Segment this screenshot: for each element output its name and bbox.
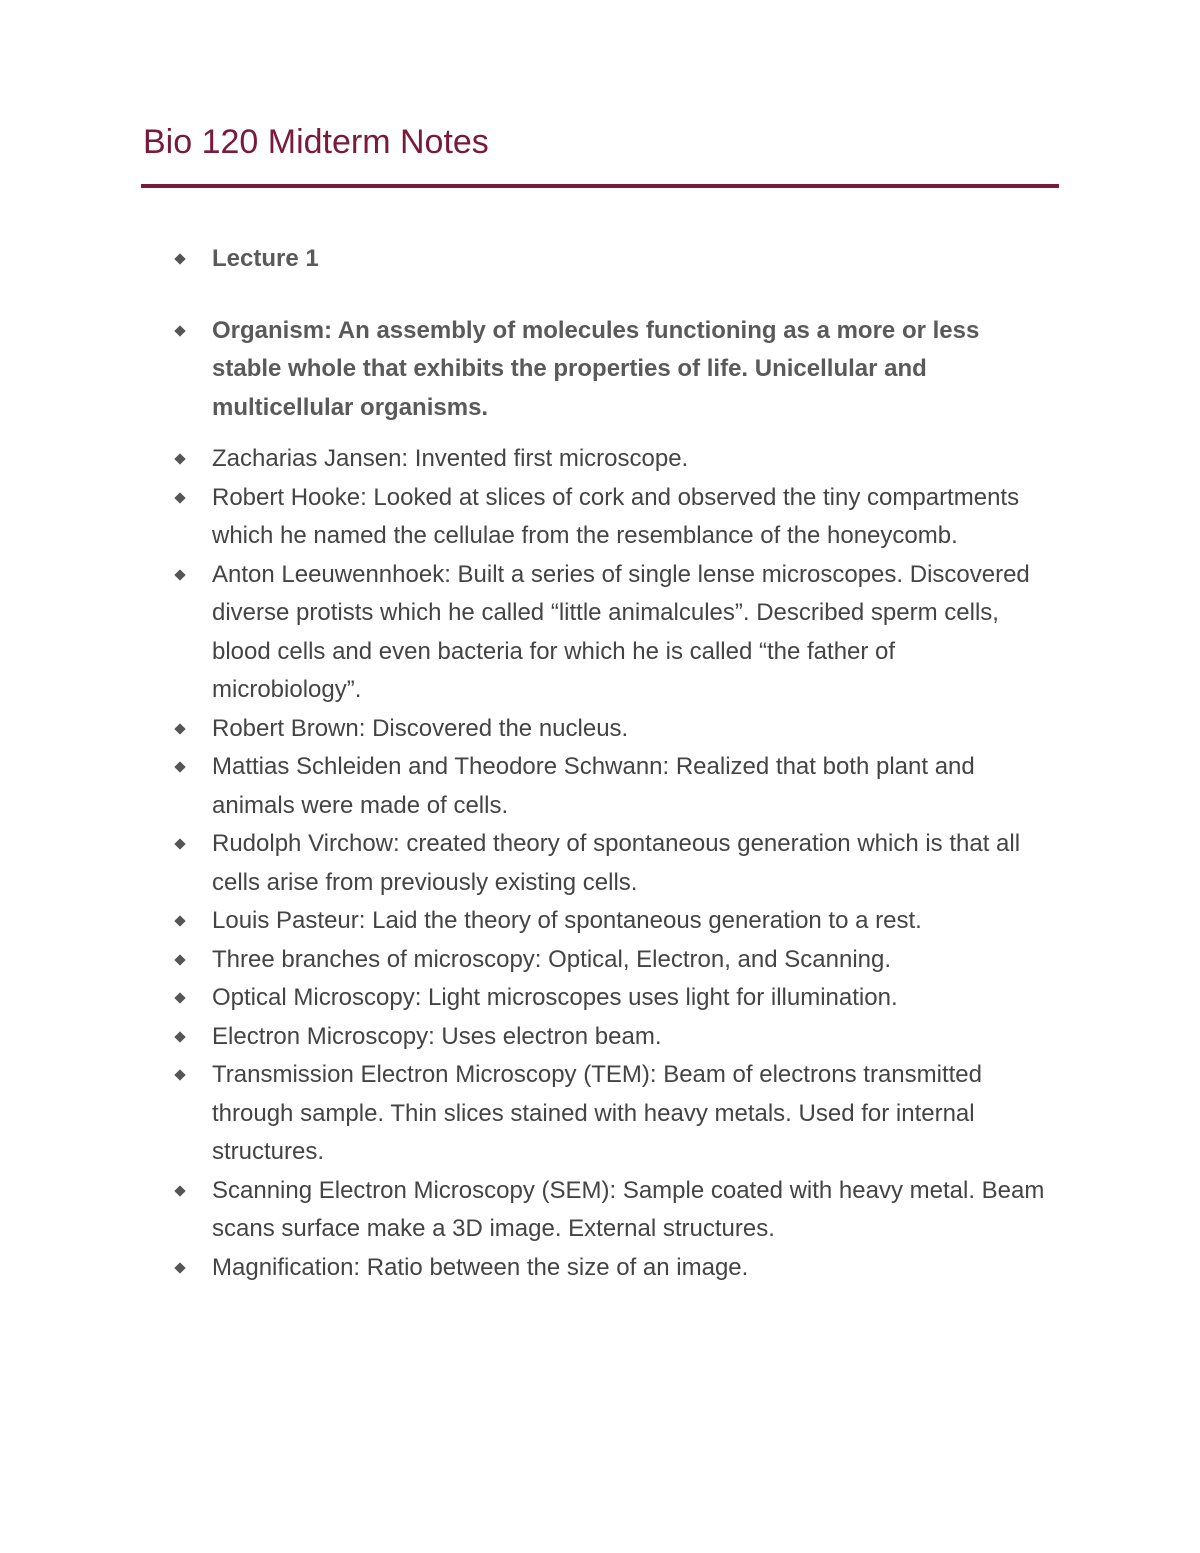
list-item-text: Robert Hooke: Looked at slices of cork and observed the tiny compartments which he named the cellulae from the resemblance of the honeycomb. xyxy=(212,483,1020,549)
diamond-bullet-icon xyxy=(174,992,185,1003)
list-item-text: Magnification: Ratio between the size of an image. xyxy=(212,1253,749,1281)
list-item xyxy=(170,979,1050,1018)
list-item xyxy=(170,479,1050,556)
list-item xyxy=(170,1249,1050,1288)
diamond-bullet-icon xyxy=(174,453,185,464)
list-item-text: Rudolph Virchow: created theory of spontaneous generation which is that all cells arise from previously existing cells. xyxy=(212,830,1021,896)
diamond-bullet-icon xyxy=(174,838,185,849)
list-item-text: Louis Pasteur: Laid the theory of spontaneous generation to a rest. xyxy=(212,907,922,934)
list-item xyxy=(170,710,1050,749)
list-item xyxy=(170,240,1050,279)
diamond-bullet-icon xyxy=(174,915,185,926)
title-rule xyxy=(141,184,1059,188)
list-item xyxy=(170,1018,1050,1057)
list-item xyxy=(170,1056,1050,1172)
diamond-bullet-icon xyxy=(174,723,185,734)
notes-list xyxy=(170,240,1050,1287)
diamond-bullet-icon xyxy=(174,492,185,503)
diamond-bullet-icon xyxy=(174,253,185,264)
page-title: Bio 120 Midterm Notes xyxy=(143,123,489,161)
list-item-text: Robert Brown: Discovered the nucleus. xyxy=(212,714,629,742)
list-item-text: Lecture 1 xyxy=(212,245,319,272)
list-item xyxy=(170,556,1050,710)
diamond-bullet-icon xyxy=(174,1031,185,1042)
list-item-text: Electron Microscopy: Uses electron beam. xyxy=(212,1022,662,1050)
diamond-bullet-icon xyxy=(174,569,185,580)
list-item xyxy=(170,902,1050,941)
list-item xyxy=(170,941,1050,980)
diamond-bullet-icon xyxy=(174,1185,185,1196)
diamond-bullet-icon xyxy=(174,1262,185,1273)
list-item xyxy=(170,825,1050,902)
diamond-bullet-icon xyxy=(174,761,185,772)
diamond-bullet-icon xyxy=(174,954,185,965)
list-item xyxy=(170,748,1050,825)
list-item-text: Optical Microscopy: Light microscopes uses light for illumination. xyxy=(212,984,898,1011)
diamond-bullet-icon xyxy=(174,1069,185,1080)
list-item-text: Organism: An assembly of molecules functioning as a more or less stable whole that exhibits the properties of life. Unicellular and multicellular organisms. xyxy=(212,316,980,421)
list-item xyxy=(170,440,1050,479)
list-item-text: Anton Leeuwennhoek: Built a series of single lense microscopes. Discovered diverse protists which he called “little animalcules”. Described sperm cells, blood cells and even bacteria for which he is called “the father of microbiology”. xyxy=(212,560,1030,703)
list-item-text: Scanning Electron Microscopy (SEM): Sample coated with heavy metal. Beam scans surface make a 3D image. External structures. xyxy=(212,1176,1045,1242)
list-item-text: Zacharias Jansen: Invented first microscope. xyxy=(212,445,689,472)
list-item-text: Transmission Electron Microscopy (TEM): Beam of electrons transmitted through sample. Thin slices stained with heavy metals. Used for internal structures. xyxy=(212,1061,983,1165)
list-item xyxy=(170,1172,1050,1249)
list-item-text: Three branches of microscopy: Optical, Electron, and Scanning. xyxy=(212,945,892,973)
diamond-bullet-icon xyxy=(174,325,185,336)
list-item xyxy=(170,312,1050,428)
list-item-text: Mattias Schleiden and Theodore Schwann: Realized that both plant and animals were made of cells. xyxy=(212,753,975,819)
